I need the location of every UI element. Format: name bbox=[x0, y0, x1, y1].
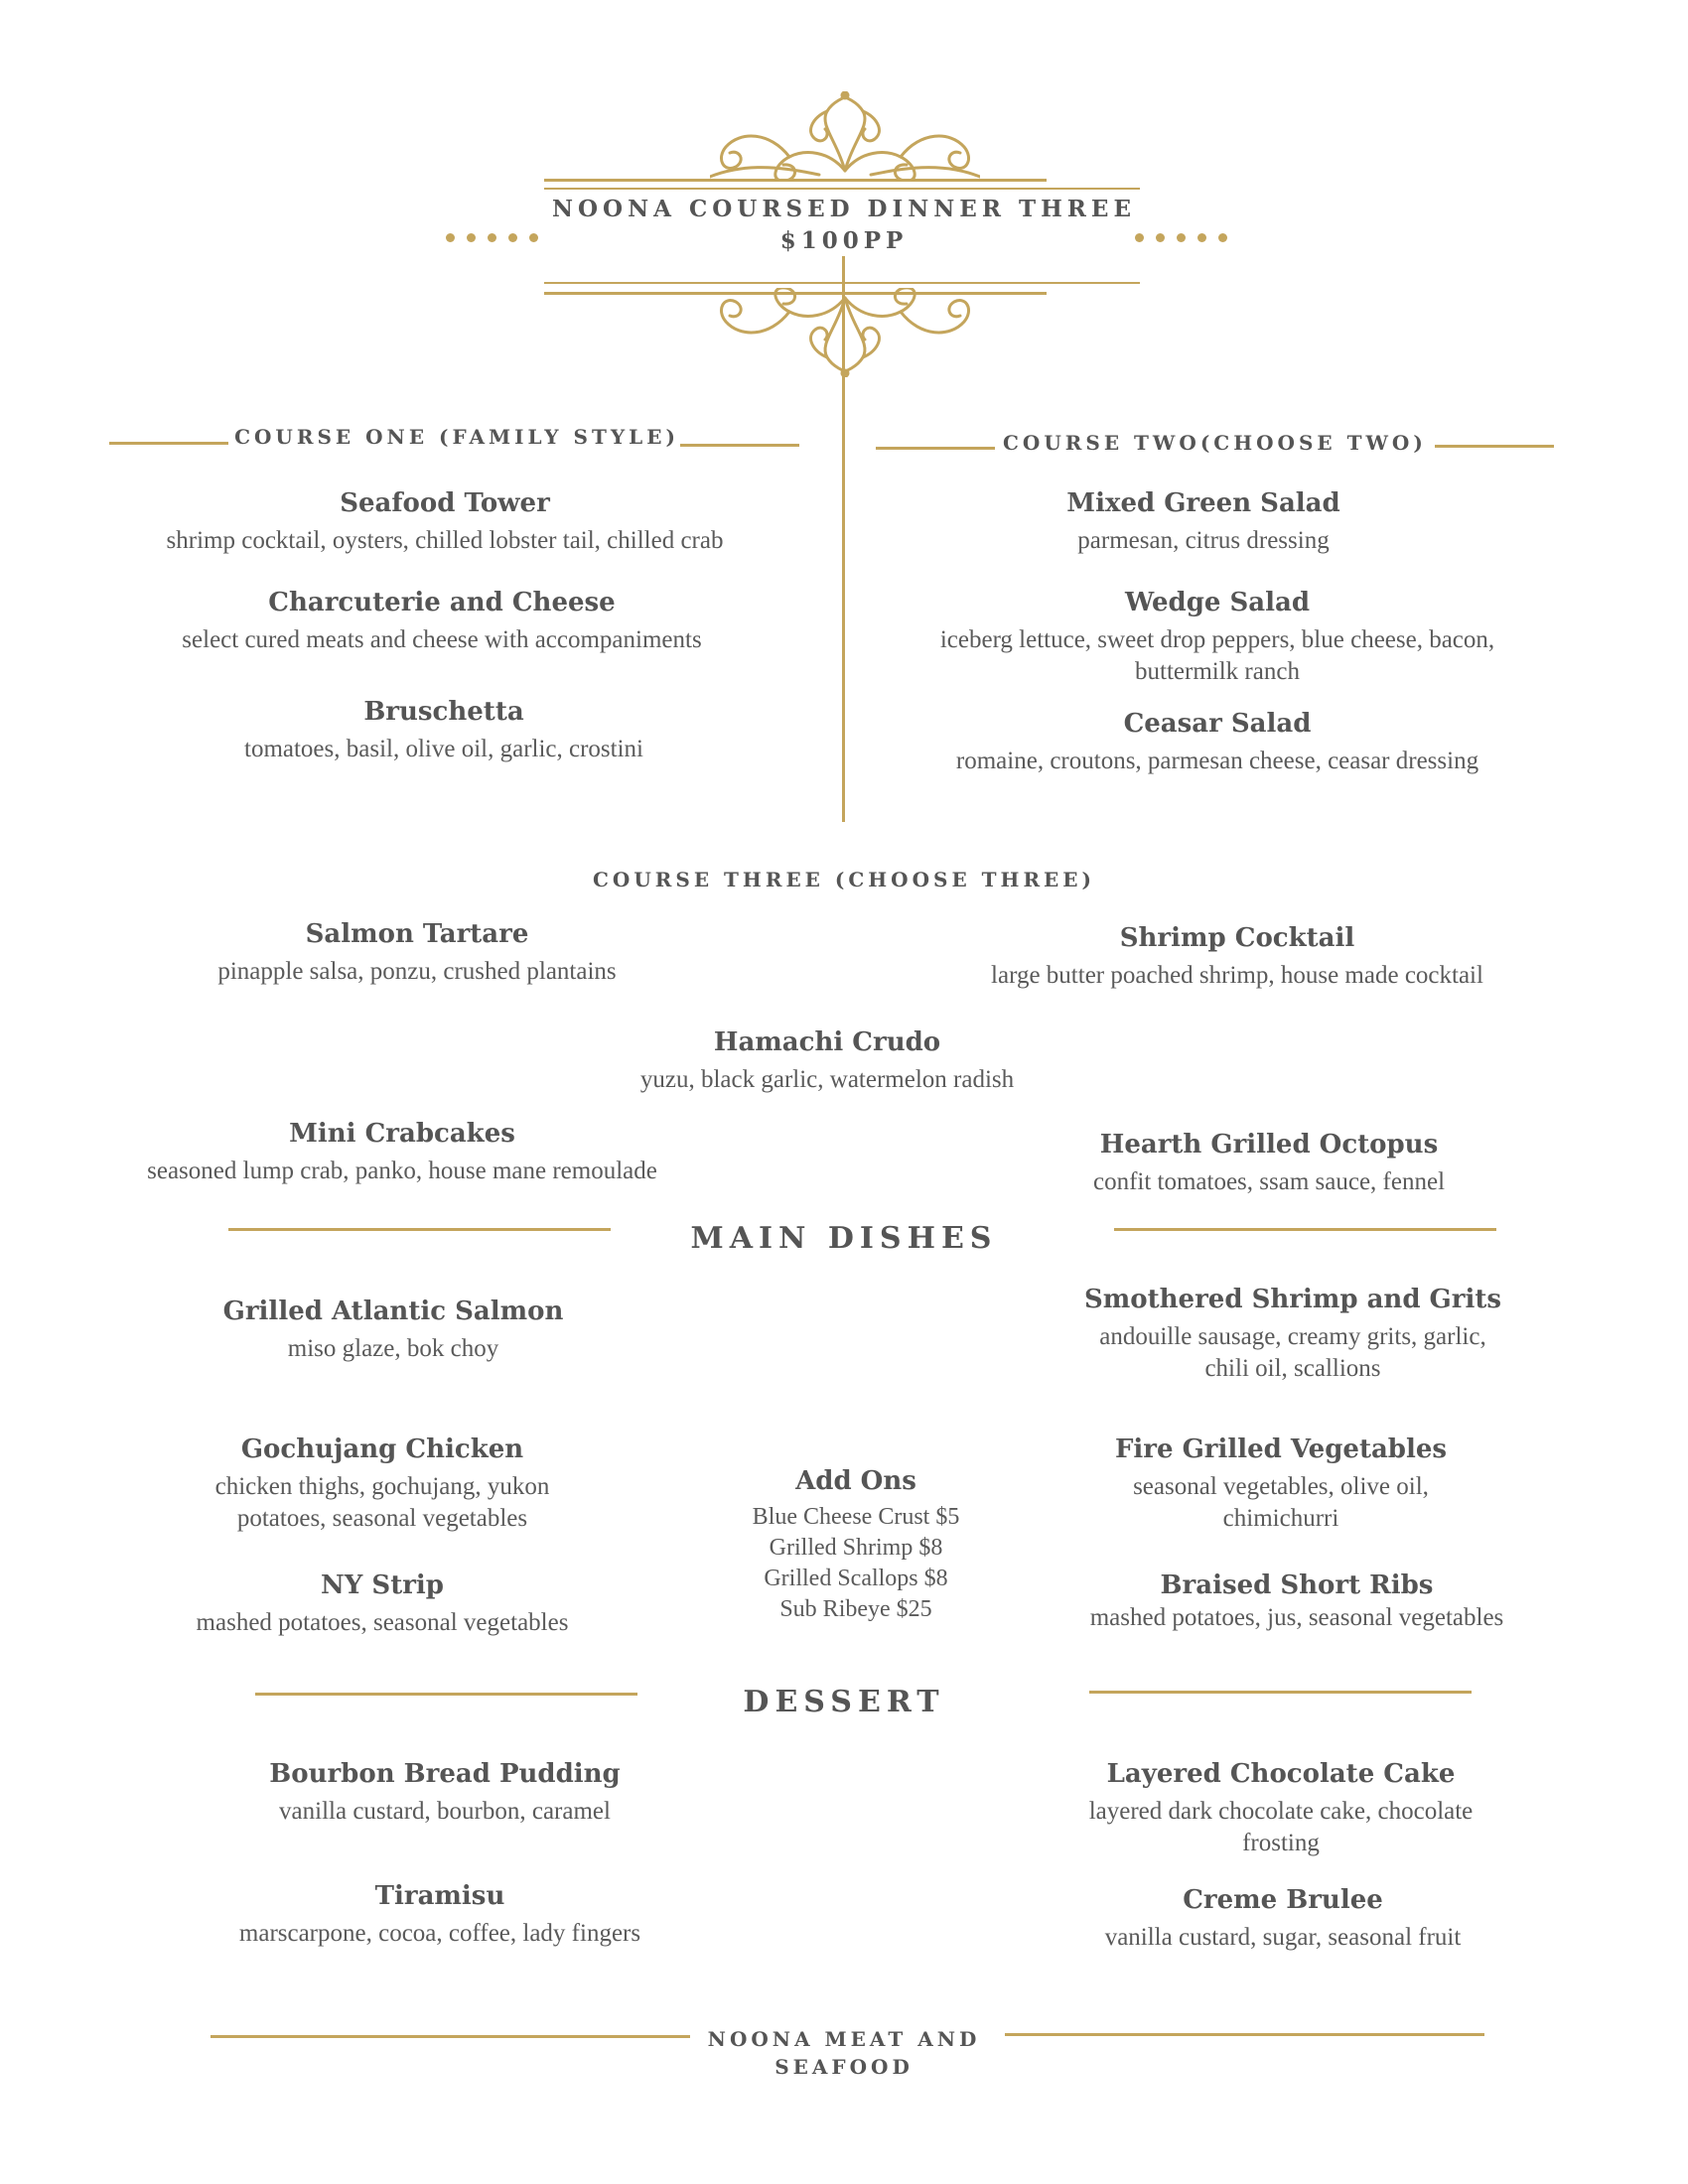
center-vertical-divider bbox=[842, 256, 845, 822]
add-on-item: Blue Cheese Crust $5 bbox=[752, 1504, 960, 1530]
dish-name: Wedge Salad bbox=[1124, 588, 1311, 617]
main-dish-item bbox=[1074, 1283, 1511, 1385]
footer-brand-line2: SEAFOOD bbox=[774, 2055, 914, 2079]
dish-name: Tiramisu bbox=[374, 1881, 505, 1911]
course-two-item bbox=[956, 707, 1478, 777]
footer-brand-line1: NOONA MEAT AND bbox=[707, 2027, 981, 2051]
main-dishes-heading: MAIN DISHES bbox=[690, 1221, 998, 1256]
dish-name: Ceasar Salad bbox=[1123, 709, 1312, 739]
dish-name: Braised Short Ribs bbox=[1160, 1570, 1434, 1600]
course-three-item bbox=[991, 921, 1483, 992]
course-three-item bbox=[217, 917, 616, 988]
header-top-rule-upper bbox=[544, 179, 1047, 182]
main-dish-item bbox=[197, 1569, 569, 1639]
dish-description: select cured meats and cheese with accompaniments bbox=[182, 626, 702, 653]
add-on-item: Grilled Shrimp $8 bbox=[769, 1535, 943, 1561]
dish-description: vanilla custard, sugar, seasonal fruit bbox=[1104, 1924, 1462, 1951]
main-dishes-rule-left bbox=[228, 1228, 611, 1231]
course-three-item bbox=[147, 1117, 657, 1187]
dish-description: vanilla custard, bourbon, caramel bbox=[279, 1798, 611, 1825]
menu-price: $100PP bbox=[779, 227, 909, 254]
course-three-item bbox=[640, 1025, 1014, 1096]
header-top-rule-lower bbox=[544, 188, 1140, 190]
dessert-item bbox=[1105, 1883, 1462, 1954]
left-dots-ornament bbox=[446, 233, 538, 242]
course-one-item bbox=[167, 486, 724, 557]
dish-description: romaine, croutons, parmesan cheese, ceasar dressing bbox=[955, 748, 1479, 774]
dish-description: miso glaze, bok choy bbox=[287, 1335, 499, 1362]
dish-description: seasoned lump crab, panko, house mane remoulade bbox=[147, 1158, 657, 1184]
course-one-rule-right bbox=[680, 444, 799, 447]
main-dishes-rule-right bbox=[1114, 1228, 1496, 1231]
dish-description: yuzu, black garlic, watermelon radish bbox=[639, 1066, 1015, 1093]
dish-name: NY Strip bbox=[321, 1570, 444, 1600]
dish-description: large butter poached shrimp, house made cocktail bbox=[991, 962, 1483, 989]
dish-name: Seafood Tower bbox=[340, 488, 550, 518]
dessert-item bbox=[239, 1879, 640, 1950]
add-ons-title: Add Ons bbox=[795, 1466, 916, 1496]
dish-name: Grilled Atlantic Salmon bbox=[222, 1297, 564, 1326]
dessert-item bbox=[269, 1757, 620, 1828]
dessert-rule-right bbox=[1089, 1691, 1472, 1694]
dish-description: iceberg lettuce, sweet drop peppers, blue cheese, bacon, buttermilk ranch bbox=[939, 626, 1495, 685]
main-dish-item bbox=[174, 1433, 591, 1535]
course-one-heading: COURSE ONE (FAMILY STYLE) bbox=[234, 425, 679, 449]
dish-description: pinapple salsa, ponzu, crushed plantains bbox=[217, 958, 617, 985]
course-two-rule-right bbox=[1435, 445, 1554, 448]
dessert-item bbox=[1072, 1757, 1489, 1859]
dish-description: parmesan, citrus dressing bbox=[1077, 527, 1330, 554]
course-two-item bbox=[890, 586, 1545, 688]
dish-description: confit tomatoes, ssam sauce, fennel bbox=[1092, 1168, 1446, 1195]
course-two-rule-left bbox=[876, 447, 995, 450]
dish-description: tomatoes, basil, olive oil, garlic, crostini bbox=[243, 736, 644, 762]
dish-description: seasonal vegetables, olive oil, chimichurri bbox=[1133, 1473, 1429, 1532]
dish-description: chicken thighs, gochujang, yukon potatoes, seasonal vegetables bbox=[214, 1473, 550, 1532]
dessert-heading: DESSERT bbox=[743, 1685, 945, 1719]
course-one-item bbox=[182, 586, 701, 656]
dish-description: shrimp cocktail, oysters, chilled lobster tail, chilled crab bbox=[166, 527, 724, 554]
dish-description: layered dark chocolate cake, chocolate frosting bbox=[1088, 1798, 1474, 1856]
course-two-item bbox=[1066, 486, 1339, 557]
dish-name: Mini Crabcakes bbox=[289, 1119, 515, 1149]
dish-name: Layered Chocolate Cake bbox=[1106, 1759, 1456, 1789]
dish-name: Gochujang Chicken bbox=[240, 1434, 524, 1464]
add-on-item: Sub Ribeye $25 bbox=[779, 1596, 932, 1622]
main-dish-item bbox=[1090, 1569, 1504, 1634]
course-three-item bbox=[1093, 1128, 1445, 1198]
dish-name: Hamachi Crudo bbox=[713, 1027, 941, 1057]
dish-description: mashed potatoes, seasonal vegetables bbox=[196, 1609, 569, 1636]
footer-rule-right bbox=[1005, 2033, 1484, 2036]
main-dish-item bbox=[1082, 1433, 1479, 1535]
dish-name: Mixed Green Salad bbox=[1066, 488, 1340, 518]
dish-description: mashed potatoes, jus, seasonal vegetables bbox=[1089, 1604, 1504, 1631]
dessert-rule-left bbox=[255, 1693, 637, 1696]
course-two-heading: COURSE TWO(CHOOSE TWO) bbox=[1003, 431, 1427, 455]
course-one-item bbox=[244, 695, 643, 765]
menu-title-line1: NOONA COURSED DINNER THREE bbox=[551, 196, 1136, 222]
menu-title bbox=[546, 194, 1142, 257]
dish-name: Bourbon Bread Pudding bbox=[269, 1759, 621, 1789]
dish-name: Hearth Grilled Octopus bbox=[1099, 1130, 1439, 1160]
dish-description: marscarpone, cocoa, coffee, lady fingers bbox=[238, 1920, 641, 1947]
course-one-rule-left bbox=[109, 442, 228, 445]
course-three-heading: COURSE THREE (CHOOSE THREE) bbox=[592, 868, 1096, 891]
dish-name: Smothered Shrimp and Grits bbox=[1084, 1285, 1501, 1314]
dish-name: Bruschetta bbox=[363, 697, 524, 727]
add-on-item: Grilled Scallops $8 bbox=[764, 1566, 948, 1591]
add-ons-block bbox=[753, 1464, 960, 1625]
dish-description: andouille sausage, creamy grits, garlic, chili oil, scallions bbox=[1099, 1323, 1486, 1382]
footer-rule-left bbox=[211, 2035, 690, 2038]
dish-name: Shrimp Cocktail bbox=[1119, 923, 1355, 953]
dish-name: Salmon Tartare bbox=[305, 919, 529, 949]
right-dots-ornament bbox=[1135, 233, 1227, 242]
dish-name: Charcuterie and Cheese bbox=[268, 588, 616, 617]
main-dish-item bbox=[223, 1295, 564, 1365]
dish-name: Creme Brulee bbox=[1183, 1885, 1383, 1915]
dish-name: Fire Grilled Vegetables bbox=[1114, 1434, 1448, 1464]
top-flourish-ornament bbox=[710, 91, 980, 181]
footer-brand bbox=[695, 2025, 993, 2081]
bottom-flourish-ornament bbox=[710, 288, 980, 377]
